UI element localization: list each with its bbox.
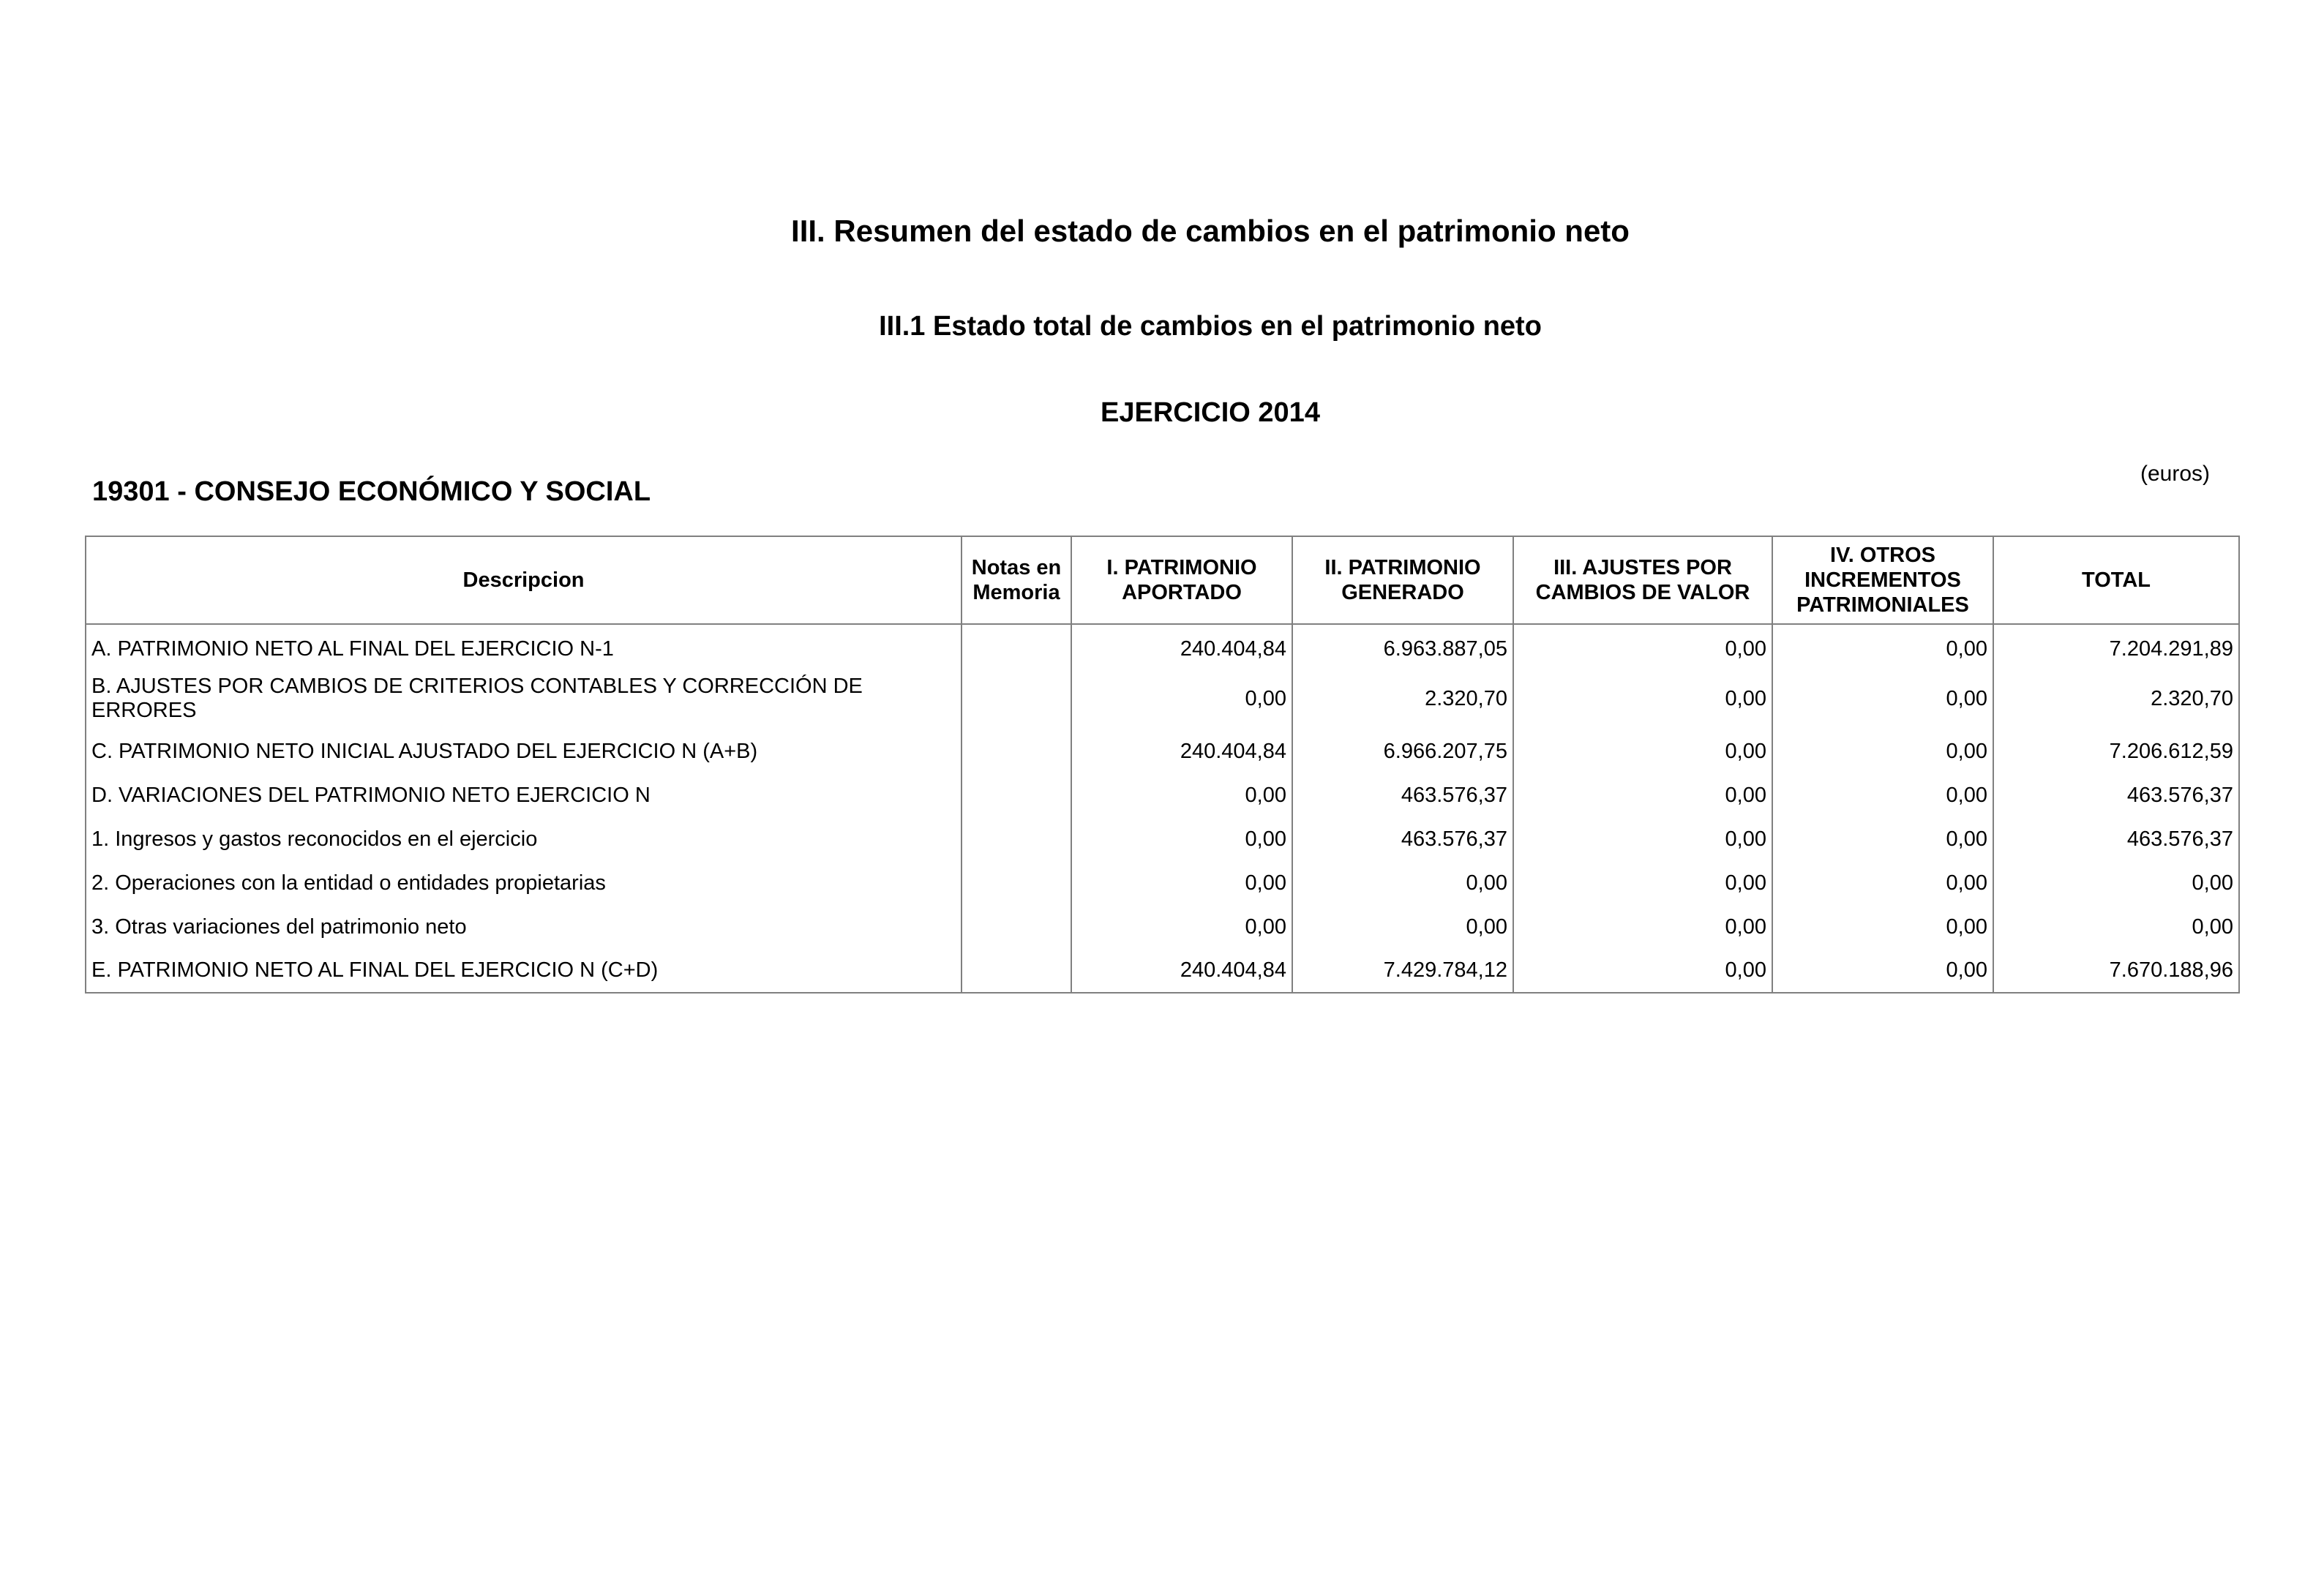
row-total: 2.320,70 bbox=[1993, 668, 2239, 729]
row-otros: 0,00 bbox=[1772, 729, 1993, 773]
report-subtitle: III.1 Estado total de cambios en el patrimonio neto bbox=[879, 311, 1542, 342]
column-header-otros: IV. OTROS INCREMENTOS PATRIMONIALES bbox=[1772, 536, 1993, 624]
row-aportado: 0,00 bbox=[1071, 861, 1292, 905]
column-header-total: TOTAL bbox=[1993, 536, 2239, 624]
row-description: 1. Ingresos y gastos reconocidos en el ejercicio bbox=[86, 817, 962, 861]
row-aportado: 240.404,84 bbox=[1071, 949, 1292, 993]
row-generado: 6.963.887,05 bbox=[1292, 624, 1513, 668]
column-header-aportado: I. PATRIMONIO APORTADO bbox=[1071, 536, 1292, 624]
row-aportado: 0,00 bbox=[1071, 905, 1292, 949]
row-ajustes: 0,00 bbox=[1513, 905, 1772, 949]
table-row bbox=[86, 773, 2239, 817]
row-description: B. AJUSTES POR CAMBIOS DE CRITERIOS CONTABLES Y CORRECCIÓN DE ERRORES bbox=[86, 668, 962, 729]
table-row bbox=[86, 624, 2239, 668]
row-aportado: 240.404,84 bbox=[1071, 729, 1292, 773]
row-description: C. PATRIMONIO NETO INICIAL AJUSTADO DEL EJERCICIO N (A+B) bbox=[86, 729, 962, 773]
row-otros: 0,00 bbox=[1772, 773, 1993, 817]
column-header-notes: Notas en Memoria bbox=[962, 536, 1071, 624]
row-ajustes: 0,00 bbox=[1513, 729, 1772, 773]
row-total: 7.206.612,59 bbox=[1993, 729, 2239, 773]
row-ajustes: 0,00 bbox=[1513, 817, 1772, 861]
row-otros: 0,00 bbox=[1772, 624, 1993, 668]
row-description: E. PATRIMONIO NETO AL FINAL DEL EJERCICIO N (C+D) bbox=[86, 949, 962, 993]
row-otros: 0,00 bbox=[1772, 817, 1993, 861]
row-notes bbox=[962, 668, 1071, 729]
row-ajustes: 0,00 bbox=[1513, 668, 1772, 729]
row-notes bbox=[962, 949, 1071, 993]
row-total: 0,00 bbox=[1993, 905, 2239, 949]
table-row bbox=[86, 668, 2239, 729]
row-aportado: 0,00 bbox=[1071, 668, 1292, 729]
row-generado: 6.966.207,75 bbox=[1292, 729, 1513, 773]
table-row bbox=[86, 729, 2239, 773]
table-row bbox=[86, 905, 2239, 949]
fiscal-year: EJERCICIO 2014 bbox=[1101, 397, 1320, 428]
table-row bbox=[86, 817, 2239, 861]
row-description: 3. Otras variaciones del patrimonio neto bbox=[86, 905, 962, 949]
row-generado: 7.429.784,12 bbox=[1292, 949, 1513, 993]
row-aportado: 0,00 bbox=[1071, 817, 1292, 861]
row-ajustes: 0,00 bbox=[1513, 624, 1772, 668]
row-notes bbox=[962, 624, 1071, 668]
row-notes bbox=[962, 773, 1071, 817]
row-aportado: 240.404,84 bbox=[1071, 624, 1292, 668]
row-ajustes: 0,00 bbox=[1513, 773, 1772, 817]
row-generado: 2.320,70 bbox=[1292, 668, 1513, 729]
row-notes bbox=[962, 861, 1071, 905]
row-generado: 463.576,37 bbox=[1292, 817, 1513, 861]
row-otros: 0,00 bbox=[1772, 668, 1993, 729]
row-generado: 463.576,37 bbox=[1292, 773, 1513, 817]
row-ajustes: 0,00 bbox=[1513, 949, 1772, 993]
row-otros: 0,00 bbox=[1772, 861, 1993, 905]
column-header-ajustes: III. AJUSTES POR CAMBIOS DE VALOR bbox=[1513, 536, 1772, 624]
table-row bbox=[86, 861, 2239, 905]
column-header-generado: II. PATRIMONIO GENERADO bbox=[1292, 536, 1513, 624]
row-total: 463.576,37 bbox=[1993, 817, 2239, 861]
row-total: 463.576,37 bbox=[1993, 773, 2239, 817]
equity-changes-table bbox=[85, 536, 2240, 994]
row-total: 7.204.291,89 bbox=[1993, 624, 2239, 668]
row-otros: 0,00 bbox=[1772, 949, 1993, 993]
currency-units: (euros) bbox=[2140, 462, 2210, 486]
row-description: 2. Operaciones con la entidad o entidades propietarias bbox=[86, 861, 962, 905]
row-total: 7.670.188,96 bbox=[1993, 949, 2239, 993]
table-row bbox=[86, 949, 2239, 993]
report-title: III. Resumen del estado de cambios en el patrimonio neto bbox=[791, 214, 1630, 248]
row-aportado: 0,00 bbox=[1071, 773, 1292, 817]
row-description: A. PATRIMONIO NETO AL FINAL DEL EJERCICIO N-1 bbox=[86, 624, 962, 668]
row-description: D. VARIACIONES DEL PATRIMONIO NETO EJERCICIO N bbox=[86, 773, 962, 817]
column-header-description: Descripcion bbox=[86, 536, 962, 624]
row-otros: 0,00 bbox=[1772, 905, 1993, 949]
entity-name: 19301 - CONSEJO ECONÓMICO Y SOCIAL bbox=[92, 476, 651, 507]
row-notes bbox=[962, 817, 1071, 861]
row-notes bbox=[962, 905, 1071, 949]
row-total: 0,00 bbox=[1993, 861, 2239, 905]
row-generado: 0,00 bbox=[1292, 861, 1513, 905]
row-notes bbox=[962, 729, 1071, 773]
row-generado: 0,00 bbox=[1292, 905, 1513, 949]
table-header-row bbox=[86, 536, 2239, 624]
row-ajustes: 0,00 bbox=[1513, 861, 1772, 905]
